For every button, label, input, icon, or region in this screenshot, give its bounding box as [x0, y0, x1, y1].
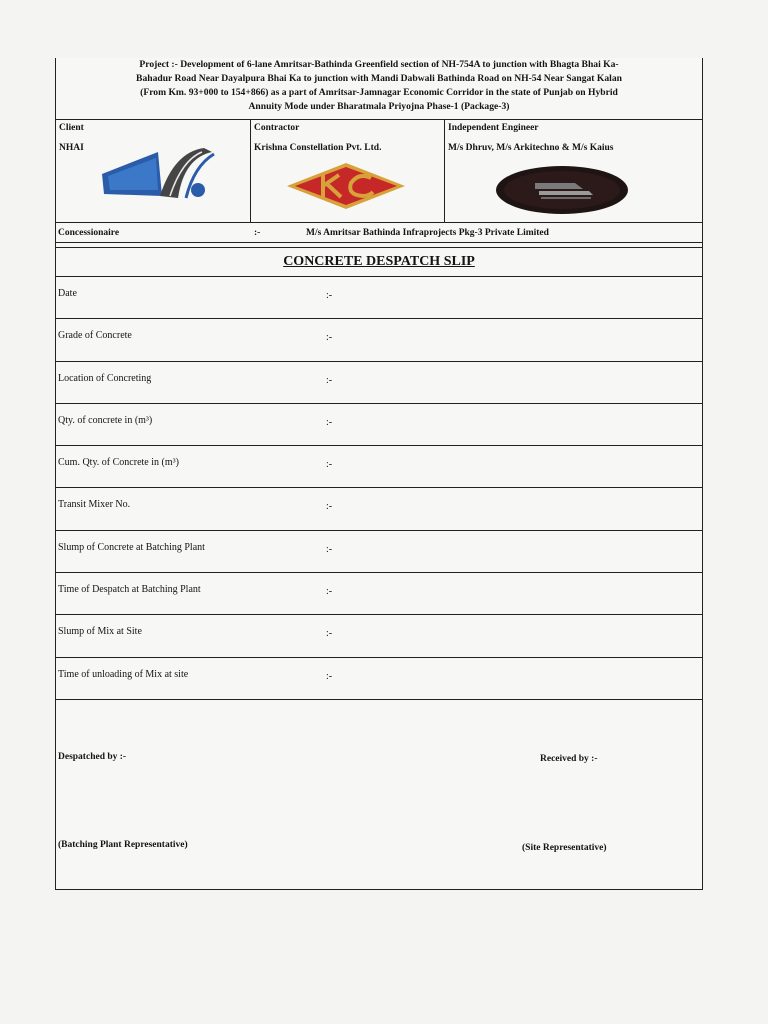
field-label: Cum. Qty. of Concrete in (m³): [58, 457, 179, 469]
signature-area: [56, 700, 702, 890]
field-label: Transit Mixer No.: [58, 499, 131, 511]
received-by-label: Received by :-: [540, 754, 598, 764]
field-row-grade: [56, 319, 702, 361]
field-separator: :-: [326, 586, 333, 598]
batching-plant-rep-label: (Batching Plant Representative): [58, 840, 188, 850]
engineer-label: Independent Engineer: [448, 123, 539, 133]
field-row-transit-mixer: [56, 488, 702, 530]
field-row-qty: [56, 404, 702, 446]
engineer-name: M/s Dhruv, M/s Arkitechno & M/s Kaius: [448, 143, 614, 153]
field-separator: :-: [326, 670, 333, 682]
field-separator: :-: [326, 543, 333, 555]
project-line: Annuity Mode under Bharatmala Priyojna Phase-1 (Package-3): [248, 101, 510, 112]
field-separator: :-: [326, 416, 333, 428]
field-separator: :-: [326, 332, 333, 344]
field-row-cum-qty: [56, 446, 702, 488]
field-row-location: [56, 362, 702, 404]
field-row-despatch-time: [56, 573, 702, 615]
client-cell: [56, 120, 251, 222]
slip-fields: [56, 277, 702, 700]
client-label: Client: [59, 123, 84, 133]
concessionaire-label: Concessionaire: [58, 228, 120, 238]
field-label: Location of Concreting: [58, 372, 152, 384]
field-row-slump-plant: [56, 531, 702, 573]
field-label: Time of Despatch at Batching Plant: [58, 584, 201, 596]
project-line: Project :- Development of 6-lane Amritsar-Bathinda Greenfield section of NH-754A to junction with Bhagta Bhai Ka-: [139, 59, 619, 70]
contractor-cell: [251, 120, 445, 222]
engineer-cell: [445, 120, 702, 222]
field-row-slump-site: [56, 615, 702, 657]
field-label: Date: [58, 288, 77, 299]
page-title: CONCRETE DESPATCH SLIP: [56, 247, 702, 277]
field-separator: :-: [326, 628, 333, 640]
field-separator: :-: [326, 290, 333, 301]
project-description: [56, 58, 702, 120]
site-rep-label: (Site Representative): [522, 843, 607, 853]
field-row-unloading-time: [56, 658, 702, 700]
field-label: Grade of Concrete: [58, 330, 132, 342]
ie-logo: [495, 165, 629, 215]
project-line: (From Km. 93+000 to 154+866) as a part of Amritsar-Jamnagar Economic Corridor in the state of Punjab on Hybrid: [140, 87, 618, 98]
field-separator: :-: [326, 459, 333, 471]
nhai-logo: [100, 146, 218, 202]
field-label: Slump of Concrete at Batching Plant: [58, 541, 205, 553]
field-label: Qty. of concrete in (m³): [58, 414, 153, 426]
parties-row: [56, 120, 702, 223]
contractor-label: Contractor: [254, 123, 300, 133]
contractor-name: Krishna Constellation Pvt. Ltd.: [254, 143, 382, 153]
field-label: Time of unloading of Mix at site: [58, 668, 189, 680]
field-separator: :-: [326, 374, 333, 386]
field-label: Slump of Mix at Site: [58, 626, 142, 638]
despatched-by-label: Despatched by :-: [58, 752, 127, 762]
concessionaire-row: [56, 223, 702, 243]
project-line: Bahadur Road Near Dayalpura Bhai Ka to junction with Mandi Dabwali Bathinda Road on NH-54 Near Sangat Kalan: [136, 73, 622, 84]
despatch-slip-sheet: [55, 58, 703, 890]
field-row-date: [56, 277, 702, 319]
kc-logo: [283, 161, 409, 211]
concessionaire-value: M/s Amritsar Bathinda Infraprojects Pkg-3 Private Limited: [306, 228, 549, 238]
concessionaire-separator: :-: [254, 228, 261, 238]
field-separator: :-: [326, 501, 333, 513]
client-name: NHAI: [59, 143, 84, 153]
